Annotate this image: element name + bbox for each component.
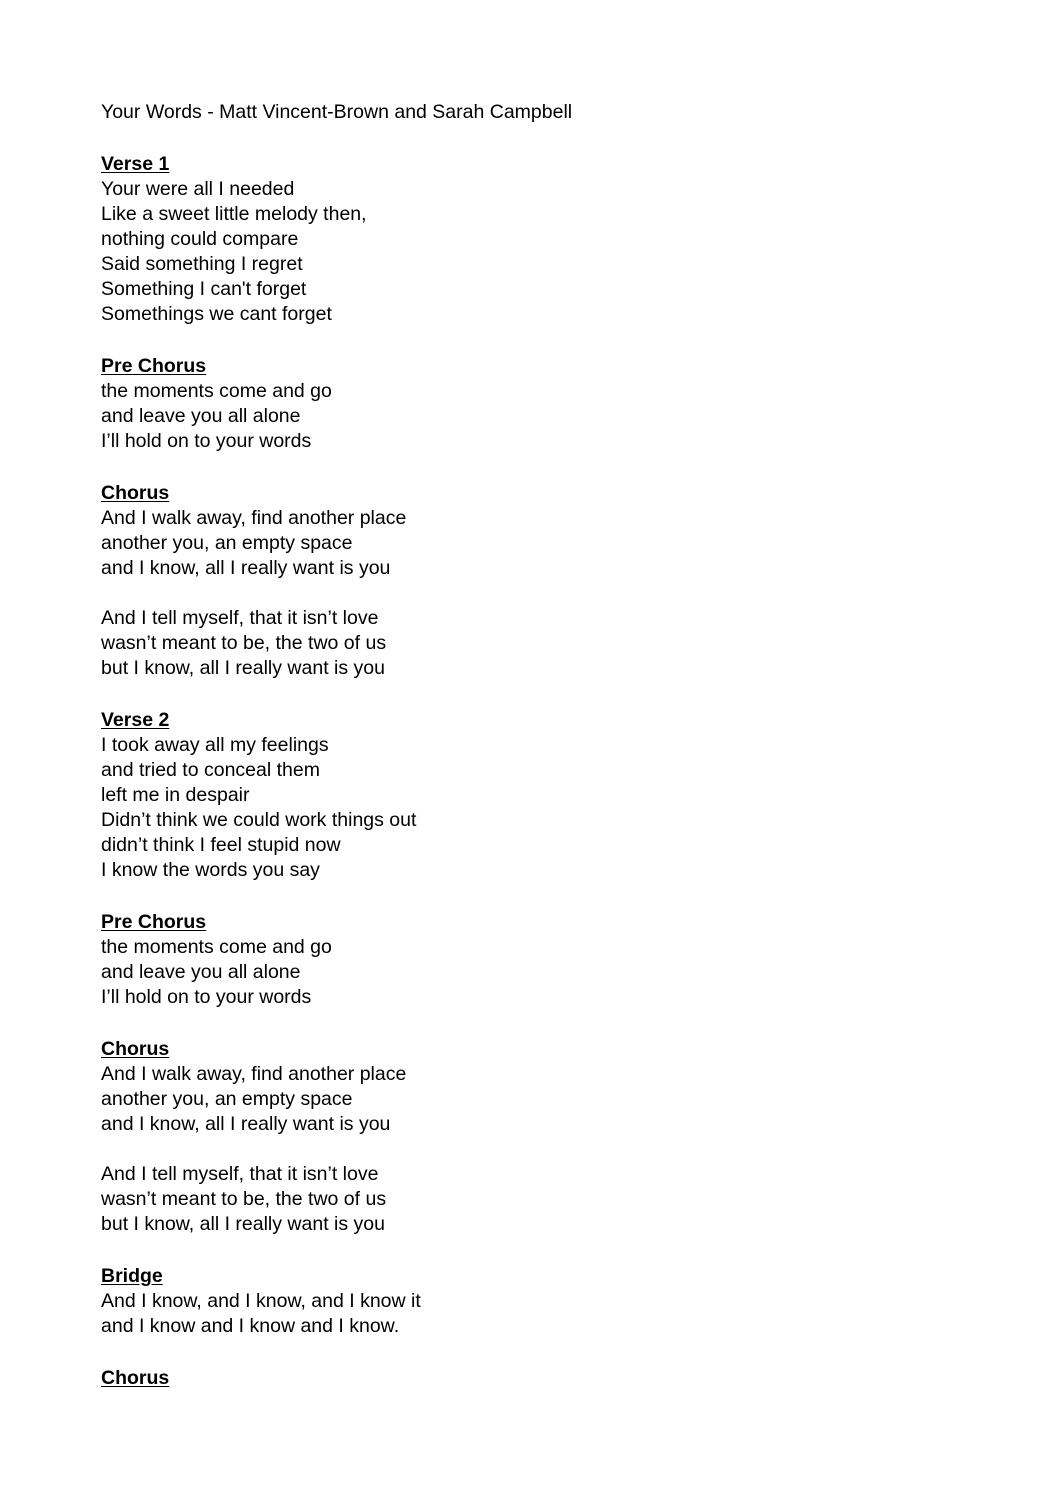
lyric-line: Your were all I needed	[101, 178, 295, 200]
section-heading: Verse 2	[101, 709, 170, 731]
lyric-line: And I walk away, find another place	[101, 1063, 407, 1085]
lyric-line: and leave you all alone	[101, 405, 301, 427]
lyric-line: And I walk away, find another place	[101, 507, 407, 529]
lyric-line: And I tell myself, that it isn’t love	[101, 1163, 379, 1185]
lyrics-page	[101, 100, 961, 1391]
lyric-line: the moments come and go	[101, 936, 332, 958]
stanza	[101, 1162, 961, 1237]
stanza	[101, 1289, 961, 1339]
lyric-line: Didn’t think we could work things out	[101, 809, 417, 831]
lyric-line: Said something I regret	[101, 253, 303, 275]
lyric-line: left me in despair	[101, 784, 250, 806]
lyrics-section	[101, 1264, 961, 1339]
lyric-line: wasn’t meant to be, the two of us	[101, 632, 387, 654]
section-heading: Chorus	[101, 1367, 170, 1389]
section-heading: Chorus	[101, 482, 170, 504]
lyric-line: Something I can't forget	[101, 278, 307, 300]
section-heading: Verse 1	[101, 153, 170, 175]
lyric-line: nothing could compare	[101, 228, 299, 250]
lyrics-sections	[101, 152, 961, 1391]
lyric-line: Like a sweet little melody then,	[101, 203, 367, 225]
lyric-line: didn’t think I feel stupid now	[101, 834, 341, 856]
lyric-line: And I tell myself, that it isn’t love	[101, 607, 379, 629]
stanza	[101, 506, 961, 581]
lyric-line: I know the words you say	[101, 859, 320, 881]
section-heading: Pre Chorus	[101, 355, 207, 377]
section-heading: Pre Chorus	[101, 911, 207, 933]
lyric-line: I’ll hold on to your words	[101, 986, 312, 1008]
lyric-line: And I know, and I know, and I know it	[101, 1290, 421, 1312]
stanza	[101, 177, 961, 327]
lyric-line: and tried to conceal them	[101, 759, 320, 781]
lyric-line: and I know, all I really want is you	[101, 1113, 391, 1135]
stanza	[101, 379, 961, 454]
lyrics-section	[101, 152, 961, 327]
stanza	[101, 935, 961, 1010]
lyric-line: another you, an empty space	[101, 532, 353, 554]
lyric-line: wasn’t meant to be, the two of us	[101, 1188, 387, 1210]
lyric-line: another you, an empty space	[101, 1088, 353, 1110]
lyrics-section	[101, 354, 961, 454]
lyric-line: Somethings we cant forget	[101, 303, 332, 325]
section-heading: Chorus	[101, 1038, 170, 1060]
lyric-line: and I know, all I really want is you	[101, 557, 391, 579]
lyrics-section	[101, 1366, 961, 1391]
section-heading: Bridge	[101, 1265, 163, 1287]
lyric-line: but I know, all I really want is you	[101, 1213, 385, 1235]
lyrics-section	[101, 910, 961, 1010]
lyric-line: I’ll hold on to your words	[101, 430, 312, 452]
lyrics-section	[101, 708, 961, 883]
lyric-line: the moments come and go	[101, 380, 332, 402]
lyric-line: but I know, all I really want is you	[101, 657, 385, 679]
lyric-line: and I know and I know and I know.	[101, 1315, 400, 1337]
lyrics-section	[101, 481, 961, 681]
lyric-line: I took away all my feelings	[101, 734, 329, 756]
stanza	[101, 733, 961, 883]
stanza	[101, 1062, 961, 1137]
stanza	[101, 606, 961, 681]
document-title: Your Words - Matt Vincent-Brown and Sarah Campbell	[101, 101, 573, 123]
lyric-line: and leave you all alone	[101, 961, 301, 983]
lyrics-section	[101, 1037, 961, 1237]
